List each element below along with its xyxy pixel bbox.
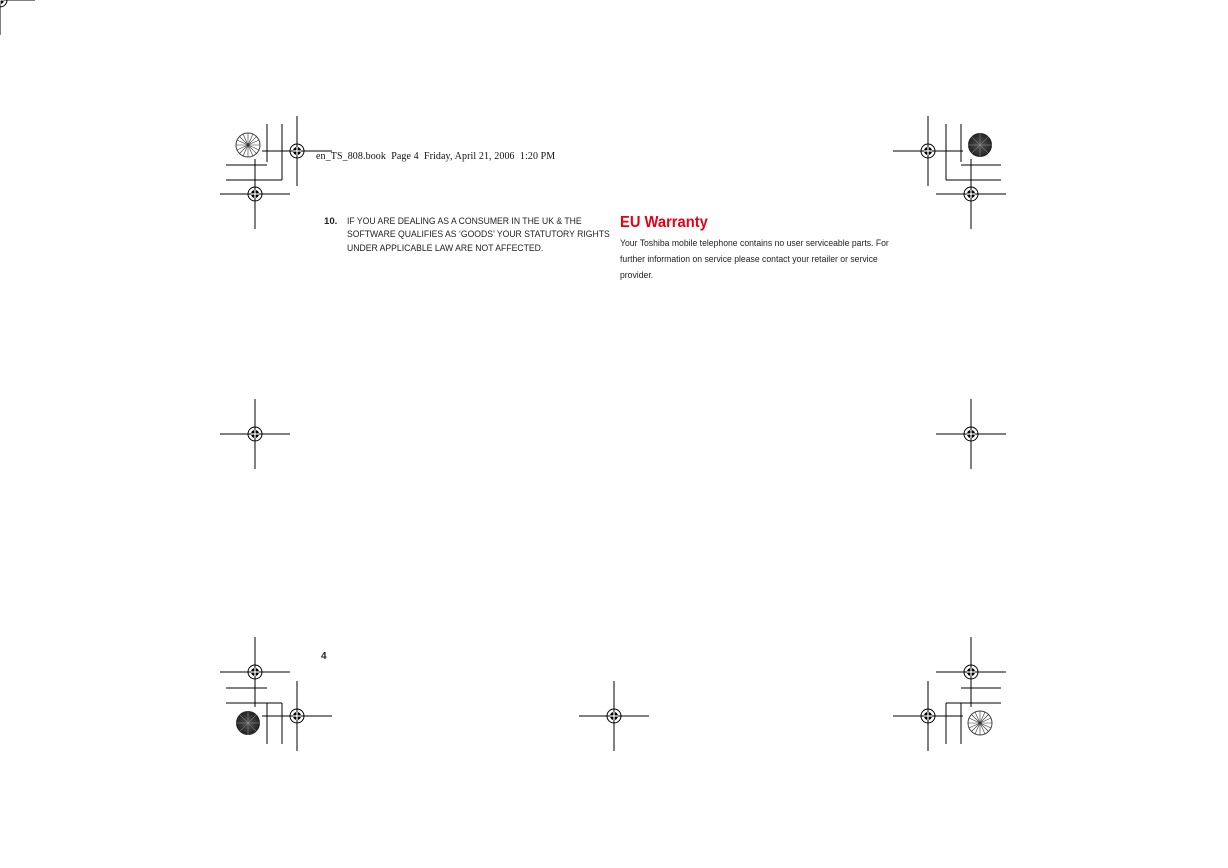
starburst-mark-icon (236, 133, 260, 157)
book-header: en_TS_808.book Page 4 Friday, April 21, 2006 1:20 PM (316, 151, 556, 162)
starburst-mark-icon (968, 711, 992, 735)
section-title: EU Warranty (620, 214, 708, 231)
clause-number: 10. (324, 216, 338, 227)
clause-text: IF YOU ARE DEALING AS A CONSUMER IN THE UK & THE SOFTWARE QUALIFIES AS ‘GOODS’ YOUR STATUTORY RIGHTS UNDER APPLICABLE LAW ARE NOT AFFECTED. (347, 216, 610, 254)
page-number: 4 (321, 651, 327, 662)
starburst-mark-icon (968, 133, 992, 157)
registration-mark-icon (0, 0, 35, 35)
section-body: Your Toshiba mobile telephone contains no user serviceable parts. For further information on service please contact your retailer or service provider. (620, 238, 889, 281)
numbered-clause (324, 215, 614, 255)
starburst-mark-icon (236, 711, 260, 735)
